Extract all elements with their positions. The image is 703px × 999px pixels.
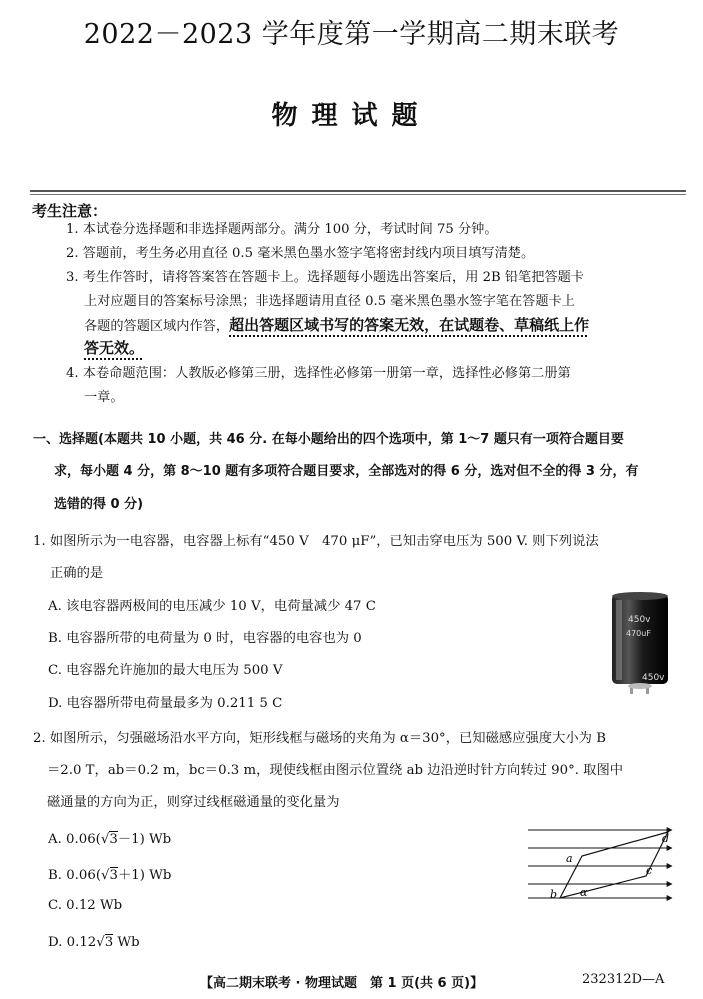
q2-option-c: C. 0.12 Wb: [48, 898, 123, 913]
notice-emphasis: 超出答题区域书写的答案无效，在试题卷、草稿纸上作: [229, 316, 590, 334]
notice-item-4: 4. 本卷命题范围：人教版必修第三册，选择性必修第一册第一章，选择性必修第二册第: [66, 366, 571, 381]
q1-option-c: C. 电容器允许施加的最大电压为 500 V: [48, 663, 283, 678]
sqrt-sign: √: [100, 832, 110, 847]
q1-option-d: D. 电容器所带电荷量最多为 0.211 5 C: [48, 696, 283, 711]
magnetic-field-figure: [522, 818, 682, 902]
page-footer: 【高二期末联考 · 物理试题 第 1 页(共 6 页)】: [200, 976, 484, 991]
q2-option-b-radicand: 3: [109, 868, 118, 883]
q2-option-b: [48, 864, 171, 883]
notice-item-3-line-3: [84, 313, 589, 339]
header-divider-top: [30, 190, 686, 192]
sqrt-sign: √: [96, 935, 105, 950]
notice-item-1: 1. 本试卷分选择题和非选择题两部分。满分 100 分，考试时间 75 分钟。: [66, 222, 498, 237]
notice-item-3-line-4: [84, 336, 144, 362]
capacitor-capacitance-label: 470uF: [626, 629, 651, 638]
q2-stem-line-2: ＝2.0 T，ab＝0.2 m，bc＝0.3 m，现使线框由图示位置绕 ab 边沿逆时针方向转过 90°. 取图中: [47, 763, 624, 778]
q2-option-d-suffix: Wb: [113, 935, 140, 950]
q1-stem-line-2: 正确的是: [50, 566, 104, 581]
q1-stem-line-1: 1. 如图所示为一电容器，电容器上标有“450 V 470 μF”，已知击穿电压为 500 V. 则下列说法: [33, 534, 599, 549]
q2-option-d-radicand: 3: [104, 935, 114, 950]
header-divider-bottom: [30, 194, 686, 195]
q2-stem-line-1: 2. 如图所示，匀强磁场沿水平方向，矩形线框与磁场的夹角为 α＝30°，已知磁感应强度大小为 B: [33, 731, 606, 746]
section-heading-line-1: 一、选择题(本题共 10 小题，共 46 分. 在每小题给出的四个选项中，第 1～7 题只有一项符合题目要: [33, 432, 624, 447]
vertex-b-label: b: [550, 888, 558, 901]
vertex-a-label: a: [566, 852, 573, 865]
capacitor-voltage-label: 450v: [628, 615, 651, 625]
notice-item-3-text: 各题的答题区域内作答，: [84, 319, 230, 334]
vertex-d-label: d: [662, 832, 670, 845]
subject-title: 物理试题: [271, 101, 432, 131]
q2-option-d: [48, 935, 140, 950]
q2-option-a: [48, 828, 171, 847]
q2-stem-line-3: 磁通量的方向为正，则穿过线框磁通量的变化量为: [47, 795, 340, 810]
notice-item-4-line-2: 一章。: [84, 390, 124, 405]
q2-option-b-suffix: ＋1) Wb: [117, 868, 172, 883]
angle-alpha-label: α: [580, 886, 588, 899]
exam-title: 2022－2023 学年度第一学期高二期末联考: [83, 19, 620, 50]
notice-item-3: 3. 考生作答时，请将答案答在答题卡上。选择题每小题选出答案后，用 2B 铅笔把答题卡: [66, 270, 584, 285]
capacitor-bottom-label: 450v: [642, 673, 665, 683]
notice-heading: 考生注意：: [32, 202, 108, 220]
q2-option-a-radicand: 3: [109, 832, 118, 847]
notice-emphasis-end: 答无效。: [84, 339, 145, 357]
notice-item-3-line-2: 上对应题目的答案标号涂黑；非选择题请用直径 0.5 毫米黑色墨水签字笔在答题卡上: [84, 294, 575, 309]
q2-option-b-prefix: B. 0.06(: [48, 868, 102, 883]
paper-code: 232312D—A: [582, 972, 665, 987]
q2-option-a-suffix: －1) Wb: [117, 832, 172, 847]
q1-option-a: A. 该电容器两极间的电压减少 10 V，电荷量减少 47 C: [48, 599, 376, 614]
section-heading-line-3: 选错的得 0 分): [54, 497, 144, 512]
capacitor-image: [610, 590, 672, 696]
sqrt-sign: √: [101, 868, 110, 883]
vertex-c-label: c: [646, 864, 653, 877]
section-heading-line-2: 求，每小题 4 分，第 8～10 题有多项符合题目要求，全部选对的得 6 分，选对但不全的得 3 分，有: [54, 464, 639, 479]
q2-option-a-prefix: A. 0.06(: [48, 832, 101, 847]
notice-item-2: 2. 答题前，考生务必用直径 0.5 毫米黑色墨水签字笔将密封线内项目填写清楚。: [66, 246, 535, 261]
q2-option-d-prefix: D. 0.12: [48, 935, 97, 950]
q1-option-b: B. 电容器所带的电荷量为 0 时，电容器的电容也为 0: [48, 631, 362, 646]
